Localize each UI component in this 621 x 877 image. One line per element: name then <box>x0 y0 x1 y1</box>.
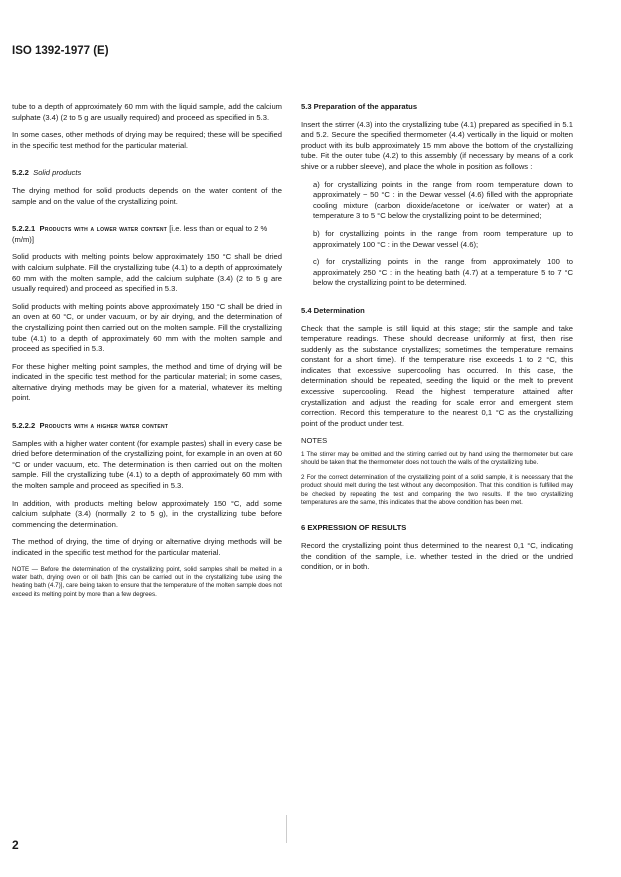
section-heading-5-3: 5.3 Preparation of the apparatus <box>301 102 418 111</box>
section-heading-5-2-2-1 <box>12 224 282 245</box>
section-number: 5.2.2.1 <box>12 224 36 234</box>
section-title: Products with a higher water content <box>39 421 169 431</box>
right-column <box>301 102 573 580</box>
section-title: Products with a lower water content <box>39 224 168 234</box>
list-item-b: b) for crystallizing points in the range from room temperature up to approximately 100 °C : in the Dewar vessel (4.6); <box>313 228 573 249</box>
page-header: ISO 1392-1977 (E) <box>12 45 109 57</box>
paragraph: Samples with a higher water content (for example pastes) shall in every case be dried before determination of the crystallizing point, for example in an oven at 60 °C or under vacuum, etc. The determination is then carried out on the molten sample. Fill the crystallizing tube (4.1) to a depth of approximately 60 mm with the molten sample and proceed as specified in 5.3. <box>12 438 282 491</box>
notes-title: NOTES <box>301 436 328 446</box>
column-divider <box>286 815 287 843</box>
page-number: 2 <box>12 838 19 852</box>
section-heading-5-2-2-2 <box>12 421 282 432</box>
paragraph: Insert the stirrer (4.3) into the crystallizing tube (4.1) prepared as specified in 5.1 and 5.2. Secure the specified thermometer (4.4) vertically in the liquid or molten product with its bulb approximately 15 mm above the bottom of the crystallizing tube. Fit the outer tube (4.2) to this assembly (if necessary by means of a cork shive or a rubber sleeve), and place the whole in position as follows : <box>301 119 573 171</box>
paragraph: Check that the sample is still liquid at this stage; stir the sample and take temperature readings. These should decrease uniformly at first, then rise suddenly as the substance crystallizes; sometimes the temperature remains constant for a short time). If the temperature rise exceeds 1 to 2 °C, this indicates that excessive supercooling has occurred. In this case, the determination should be repeated, seeding the liquid or the melt to prevent excessive supercooling. Read the highest temperature attained after crystallization and adjust the reading for scale error and emergent stem correction. Record this temperature to the nearest 0,1 °C as the crystallizing point of the product under test. <box>301 323 573 428</box>
paragraph: The drying method for solid products depends on the water content of the sample and on the value of the crystallizing point. <box>12 185 282 206</box>
list-item-c: c) for crystallizing points in the range from approximately 100 to approximately 250 °C : in the heating bath (4.7) at a temperature 5 to 7 °C below the crystallizing point to be determined. <box>313 257 573 288</box>
left-column <box>12 102 282 605</box>
paragraph: In addition, with products melting below approximately 150 °C, add some calcium sulphate (3.4) (normally 2 to 5 g), in the crystallizing tube before commencing the determination. <box>12 498 282 529</box>
section-number: 5.2.2.2 <box>12 421 36 431</box>
section-heading-5-2-2 <box>12 168 282 179</box>
note-1: 1 The stirrer may be omitted and the stirring carried out by hand using the thermometer but care should be taken that the thermometer does not touch the walls of the crystallizing tube. <box>301 451 573 467</box>
note-2: 2 For the correct determination of the crystallizing point of a solid sample, it is necessary that the product should melt during the test without any decomposition. That this condition is fulfilled may be checked by repeating the test and comparing the two results. If the two crystallizing temperatures are the same, this indicates that the above condition has been met. <box>301 473 573 507</box>
section-qualifier: [i.e. less than or equal to 2 % (m/m)] <box>12 224 268 244</box>
section-title: Solid products <box>33 168 82 178</box>
paragraph: Solid products with melting points above approximately 150 °C shall be dried in an oven at 60 °C, or under vacuum, or by air drying, and the determination of the crystallizing point then carried out on the molten sample. Fill the crystallizing tube (4.1) to a depth of approximately 60 mm with the molten sample and proceed as specified in 5.3. <box>12 301 282 354</box>
paragraph: In some cases, other methods of drying may be required; these will be specified in the specific test method for the particular material. <box>12 130 282 150</box>
section-heading-6: 6 EXPRESSION OF RESULTS <box>301 523 407 533</box>
list-item-a: a) for crystallizing points in the range from room temperature down to approximately − 50 °C : in the Dewar vessel (4.6) filled with the appropriate cooling mixture (carbon dioxide/acetone or ice/water or water) at a temperature 3 to 5 °C below the crystallizing point to be determined; <box>313 179 573 221</box>
paragraph: The method of drying, the time of drying or alternative drying methods will be indicated in the specific test method for the particular material. <box>12 537 282 557</box>
note: NOTE — Before the determination of the crystallizing point, solid samples shall be melted in a water bath, drying oven or oil bath [this can be carried out in the crystallizing tube using the heating bath (4.7)], care being taken to ensure that the temperature of the molten sample does not exceed its melting point by more than a few degrees. <box>12 565 282 598</box>
paragraph: For these higher melting point samples, the method and time of drying will be indicated in the specific test method for the particular material; in some cases, alternative drying methods may be given for a material, whatever its melting point. <box>12 361 282 403</box>
paragraph: tube to a depth of approximately 60 mm with the liquid sample, add the calcium sulphate (3.4) (2 to 5 g are usually required) and proceed as specified in 5.3. <box>12 102 282 122</box>
paragraph: Record the crystallizing point thus determined to the nearest 0,1 °C, indicating the condition of the sample, i.e. whether tested in the dried or the undried condition, or in both. <box>301 541 573 572</box>
paragraph: Solid products with melting points below approximately 150 °C shall be dried with calcium sulphate. Fill the crystallizing tube (4.1) to a depth of approximately 60 mm with the molten sample, add the calcium sulphate (3.4) (2 to 5 g are usually required) and proceed as specified in 5.3. <box>12 252 282 294</box>
section-number: 5.2.2 <box>12 168 29 178</box>
section-heading-5-4: 5.4 Determination <box>301 305 365 315</box>
